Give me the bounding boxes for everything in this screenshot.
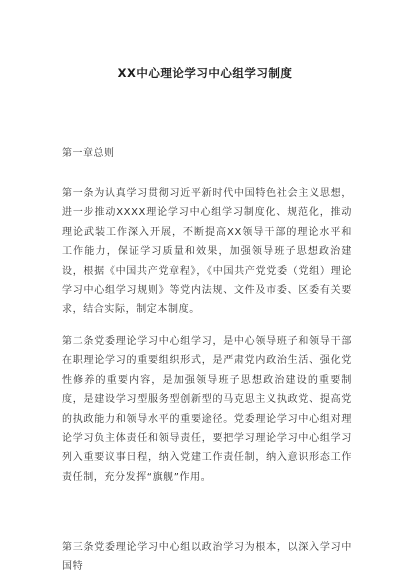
paragraph-article-2: 第二条党委理论学习中心组学习，是中心领导班子和领导干部在职理论学习的重要组织形式，是严肃党内政治生活、强化党性修养的重要内容，是加强领导班子思想政治建设的重要制度，是建设学习型服务型创新型的马克思主义执政党、提高党的执政能力和领导水平的重要途径。党委理论学习中心组对理论学习负主体责任和领导责任，要把学习理论学习中心组学习列入重要议事日程，纳入党建工作责任制，纳入意识形态工作责任制，充分发挥“旗舰”作用。 bbox=[62, 336, 352, 483]
document-title: XX中心理论学习中心组学习制度 bbox=[117, 66, 293, 80]
chapter-heading: 第一章总则 bbox=[62, 148, 115, 159]
paragraph-article-1: 第一条为认真学习贯彻习近平新时代中国特色社会主义思想，进一步推动XXXX理论学习中心组学习制度化、规范化，推动理论武装工作深入开展，不断提高XX领导干部的理论水平和工作能力，保证学习质量和效果，加强领导班子思想政治建设，根据《中国共产党章程》，《中国共产党党委（党组）理论学习中心组学习规则》等党内法规、文件及市委、区委有关要求，结合实际，制定本制度。 bbox=[62, 188, 352, 316]
paragraph-article-3: 第三条党委理论学习中心组以政治学习为根本，以深入学习中国特 bbox=[62, 542, 352, 573]
